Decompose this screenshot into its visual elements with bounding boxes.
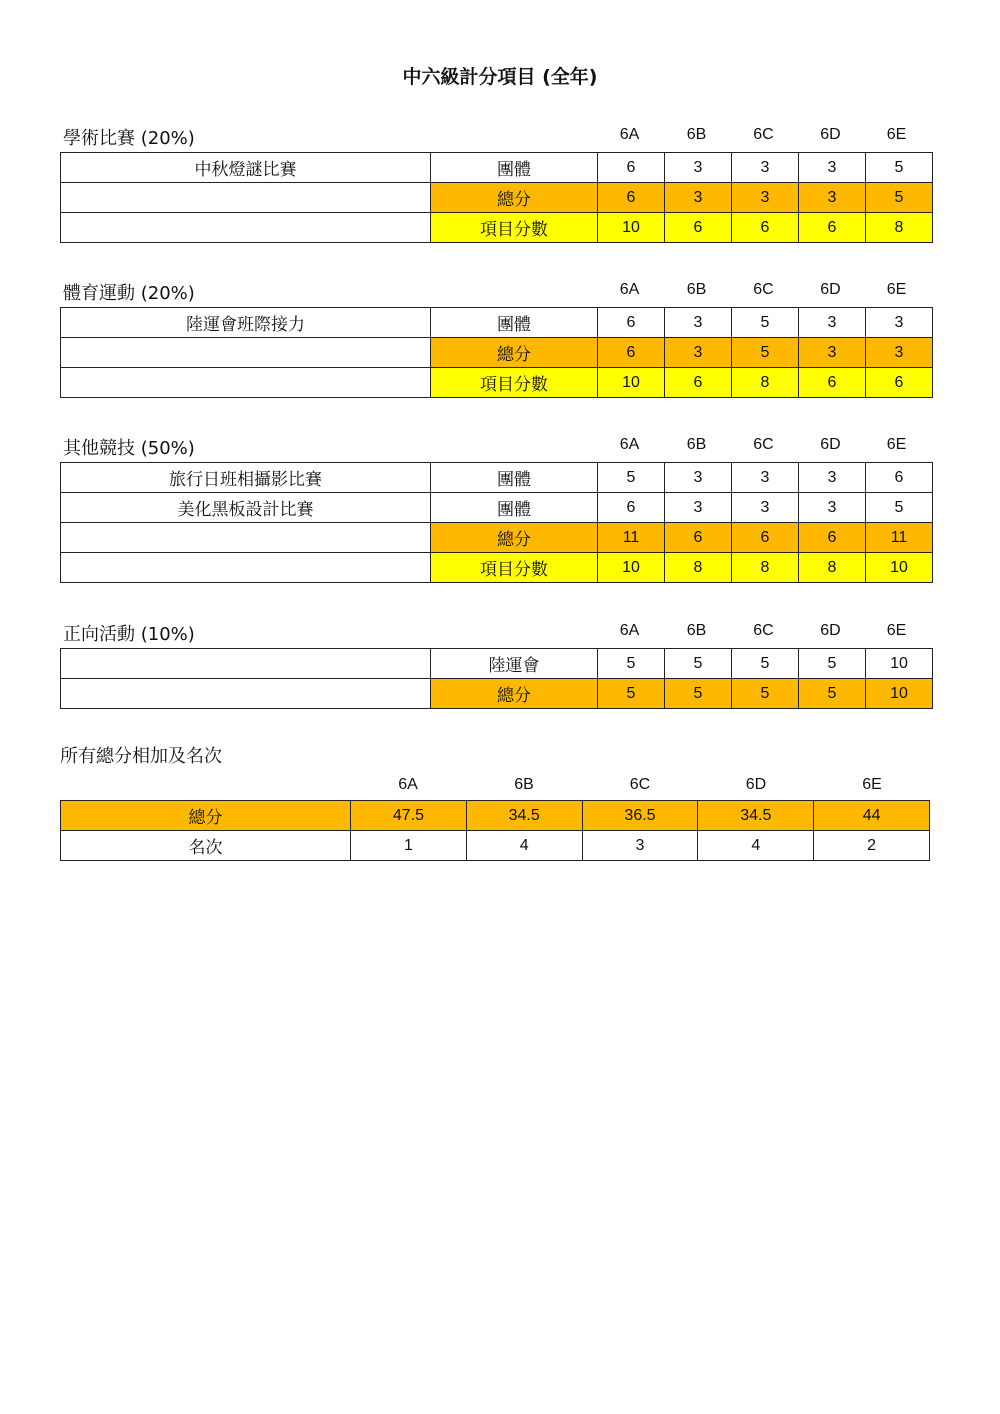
score-cell: 10 (866, 649, 933, 679)
score-cell: 6 (598, 183, 665, 213)
class-header: 6A (619, 281, 640, 298)
row-type: 總分 (431, 183, 598, 213)
score-cell: 5 (799, 679, 866, 709)
class-header: 6C (753, 436, 774, 453)
score-row (61, 338, 933, 368)
class-header: 6D (820, 281, 841, 298)
score-cell: 5 (732, 338, 799, 368)
score-cell: 6 (799, 368, 866, 398)
section-table (60, 152, 933, 243)
class-header: 6D (745, 776, 767, 793)
score-cell: 5 (665, 679, 732, 709)
section-header (60, 434, 930, 462)
score-row (61, 153, 933, 183)
class-header: 6E (886, 436, 907, 453)
rank-value: 4 (466, 831, 582, 861)
score-cell: 3 (665, 338, 732, 368)
total-value: 34.5 (698, 801, 814, 831)
class-header: 6E (862, 776, 882, 793)
event-name (61, 368, 431, 398)
row-type: 總分 (431, 679, 598, 709)
overall-table (60, 800, 930, 861)
section-header (60, 124, 930, 152)
row-type: 團體 (431, 153, 598, 183)
row-type: 總分 (431, 338, 598, 368)
row-type: 陸運會 (431, 649, 598, 679)
class-header: 6B (686, 622, 707, 639)
section (60, 124, 930, 243)
score-cell: 10 (598, 368, 665, 398)
rank-value: 1 (351, 831, 467, 861)
class-header: 6A (398, 776, 418, 793)
event-name (61, 553, 431, 583)
class-header: 6B (686, 436, 707, 453)
score-cell: 3 (866, 338, 933, 368)
class-header: 6C (753, 622, 774, 639)
class-header: 6D (820, 436, 841, 453)
class-header: 6A (619, 622, 640, 639)
row-type: 項目分數 (431, 368, 598, 398)
total-value: 44 (814, 801, 930, 831)
score-cell: 10 (866, 553, 933, 583)
class-header: 6B (686, 126, 707, 143)
score-cell: 5 (866, 153, 933, 183)
score-cell: 3 (665, 493, 732, 523)
page-title: 中六級計分項目 (全年) (402, 66, 598, 88)
overall-title: 所有總分相加及名次 (60, 746, 222, 767)
score-row (61, 308, 933, 338)
score-cell: 3 (799, 308, 866, 338)
event-name (61, 338, 431, 368)
score-cell: 8 (665, 553, 732, 583)
score-cell: 6 (732, 213, 799, 243)
section-title: 學術比賽 (20%) (63, 128, 195, 149)
class-header: 6C (629, 776, 651, 793)
score-cell: 3 (665, 463, 732, 493)
score-cell: 6 (598, 308, 665, 338)
class-header: 6C (753, 281, 774, 298)
score-cell: 8 (799, 553, 866, 583)
score-cell: 11 (866, 523, 933, 553)
section-table (60, 307, 933, 398)
score-cell: 3 (866, 308, 933, 338)
score-cell: 6 (799, 213, 866, 243)
total-value: 47.5 (351, 801, 467, 831)
total-value: 34.5 (466, 801, 582, 831)
score-cell: 10 (598, 553, 665, 583)
event-name (61, 523, 431, 553)
score-cell: 5 (732, 308, 799, 338)
score-cell: 8 (866, 213, 933, 243)
score-cell: 6 (866, 463, 933, 493)
score-cell: 3 (799, 183, 866, 213)
score-cell: 6 (665, 368, 732, 398)
score-row (61, 553, 933, 583)
score-row (61, 183, 933, 213)
score-cell: 3 (732, 153, 799, 183)
rank-value: 2 (814, 831, 930, 861)
score-row (61, 213, 933, 243)
section-title: 體育運動 (20%) (63, 283, 195, 304)
score-cell: 6 (665, 523, 732, 553)
score-cell: 5 (799, 649, 866, 679)
score-row (61, 463, 933, 493)
score-row (61, 679, 933, 709)
section-title: 其他競技 (50%) (63, 438, 195, 459)
score-cell: 10 (866, 679, 933, 709)
row-type: 團體 (431, 308, 598, 338)
total-row (61, 801, 930, 831)
score-cell: 5 (732, 649, 799, 679)
class-header: 6A (619, 126, 640, 143)
row-type: 團體 (431, 463, 598, 493)
class-header: 6C (753, 126, 774, 143)
score-cell: 5 (866, 183, 933, 213)
event-name (61, 649, 431, 679)
section-table (60, 462, 933, 583)
score-cell: 5 (665, 649, 732, 679)
score-cell: 10 (598, 213, 665, 243)
section-table (60, 648, 933, 709)
class-header: 6E (886, 126, 907, 143)
row-type: 總分 (431, 523, 598, 553)
score-cell: 3 (732, 183, 799, 213)
score-cell: 5 (598, 679, 665, 709)
total-label: 總分 (61, 801, 351, 831)
score-cell: 3 (799, 153, 866, 183)
score-cell: 3 (799, 463, 866, 493)
class-header: 6B (686, 281, 707, 298)
score-cell: 11 (598, 523, 665, 553)
event-name: 旅行日班相攝影比賽 (61, 463, 431, 493)
score-row (61, 368, 933, 398)
score-cell: 3 (665, 183, 732, 213)
class-header: 6B (514, 776, 534, 793)
section-header (60, 279, 930, 307)
event-name: 中秋燈謎比賽 (61, 153, 431, 183)
section (60, 279, 930, 398)
class-header: 6A (619, 436, 640, 453)
section (60, 620, 930, 709)
event-name: 陸運會班際接力 (61, 308, 431, 338)
score-cell: 6 (598, 153, 665, 183)
event-name (61, 679, 431, 709)
section-title: 正向活動 (10%) (63, 624, 195, 645)
rank-value: 4 (698, 831, 814, 861)
score-cell: 5 (598, 649, 665, 679)
rank-row (61, 831, 930, 861)
score-cell: 8 (732, 368, 799, 398)
rank-label: 名次 (61, 831, 351, 861)
class-header: 6D (820, 622, 841, 639)
row-type: 團體 (431, 493, 598, 523)
score-cell: 3 (799, 493, 866, 523)
section (60, 434, 930, 583)
class-header: 6E (886, 622, 907, 639)
score-cell: 3 (732, 463, 799, 493)
section-header (60, 620, 930, 648)
score-cell: 8 (732, 553, 799, 583)
score-cell: 3 (732, 493, 799, 523)
score-cell: 6 (665, 213, 732, 243)
score-cell: 6 (732, 523, 799, 553)
score-cell: 6 (598, 338, 665, 368)
score-cell: 6 (598, 493, 665, 523)
row-type: 項目分數 (431, 553, 598, 583)
score-cell: 3 (799, 338, 866, 368)
score-row (61, 523, 933, 553)
event-name (61, 213, 431, 243)
score-cell: 5 (732, 679, 799, 709)
score-row (61, 649, 933, 679)
score-cell: 3 (665, 308, 732, 338)
score-cell: 6 (866, 368, 933, 398)
overall-class-header (60, 776, 930, 800)
total-value: 36.5 (582, 801, 698, 831)
class-header: 6D (820, 126, 841, 143)
rank-value: 3 (582, 831, 698, 861)
score-cell: 5 (866, 493, 933, 523)
score-cell: 3 (665, 153, 732, 183)
class-header: 6E (886, 281, 907, 298)
row-type: 項目分數 (431, 213, 598, 243)
event-name: 美化黑板設計比賽 (61, 493, 431, 523)
event-name (61, 183, 431, 213)
score-cell: 6 (799, 523, 866, 553)
score-row (61, 493, 933, 523)
overall-summary (60, 800, 930, 861)
score-cell: 5 (598, 463, 665, 493)
